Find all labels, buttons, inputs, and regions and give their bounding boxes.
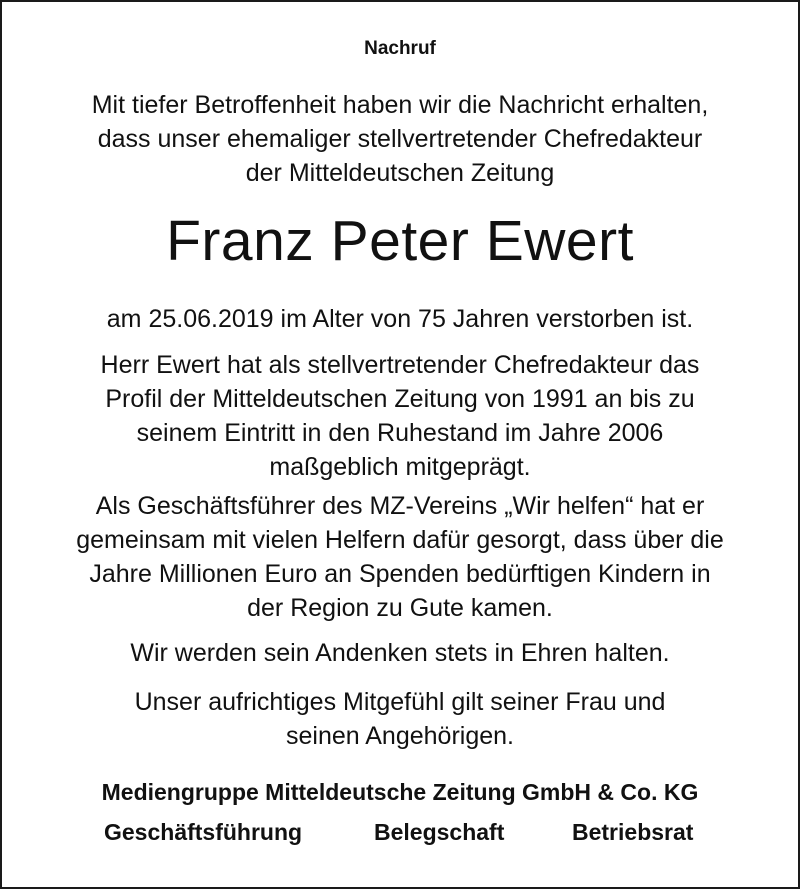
charity-line: gemeinsam mit vielen Helfern dafür gesorgt, dass über die [76, 526, 724, 554]
intro-line: der Mitteldeutschen Zeitung [245, 159, 555, 187]
remembrance-line: Wir werden sein Andenken stets in Ehren halten. [130, 639, 670, 667]
career-paragraph [22, 348, 778, 484]
charity-line: Jahre Millionen Euro an Spenden bedürftigen Kindern in [89, 560, 711, 588]
career-line: Profil der Mitteldeutschen Zeitung von 1991 an bis zu [105, 385, 695, 413]
notice-heading: Nachruf [364, 38, 436, 59]
intro-line: Mit tiefer Betroffenheit haben wir die Nachricht erhalten, [91, 91, 709, 119]
signer-management: Geschäftsführung [104, 819, 303, 845]
career-line: seinem Eintritt in den Ruhestand im Jahre 2006 [136, 419, 664, 447]
company-name: Mediengruppe Mitteldeutsche Zeitung GmbH & Co. KG [101, 779, 699, 805]
intro-paragraph [22, 88, 778, 190]
career-line: maßgeblich mitgeprägt. [269, 453, 531, 481]
intro-line: dass unser ehemaliger stellvertretender Chefredakteur [97, 125, 703, 153]
death-notice: am 25.06.2019 im Alter von 75 Jahren verstorben ist. [106, 305, 694, 333]
condolence-line: seinen Angehörigen. [286, 722, 514, 750]
signer-staff: Belegschaft [374, 819, 505, 845]
charity-line: Als Geschäftsführer des MZ-Vereins „Wir helfen“ hat er [95, 492, 705, 520]
condolence-paragraph [22, 685, 778, 753]
charity-line: der Region zu Gute kamen. [247, 594, 553, 622]
charity-paragraph [22, 489, 778, 625]
career-line: Herr Ewert hat als stellvertretender Chefredakteur das [100, 351, 700, 379]
signer-works-council: Betriebsrat [572, 819, 694, 845]
deceased-name: Franz Peter Ewert [166, 209, 634, 273]
condolence-line: Unser aufrichtiges Mitgefühl gilt seiner Frau und [134, 688, 666, 716]
